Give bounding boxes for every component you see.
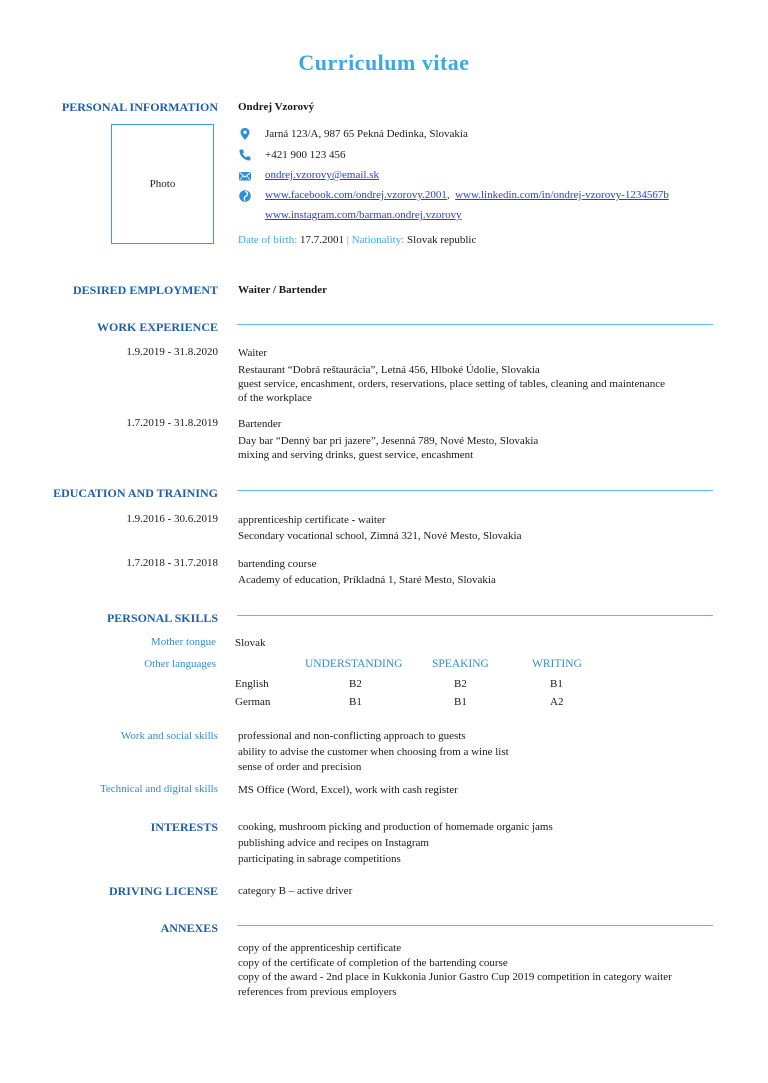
interest-line: participating in sabrage competitions (238, 853, 401, 865)
section-heading-driving-license: DRIVING LICENSE (108, 884, 218, 898)
language-name: English (235, 678, 269, 690)
other-languages-label: Other languages (144, 658, 216, 670)
section-heading-personal-skills: PERSONAL SKILLS (106, 611, 218, 625)
section-divider (237, 925, 713, 926)
web-icon (238, 189, 252, 203)
envelope-icon (238, 169, 252, 183)
education-title: bartending course (238, 558, 317, 570)
phone-icon (238, 148, 252, 162)
address: Jarná 123/A, 987 65 Pekná Dedinka, Slovakia (265, 128, 468, 140)
column-speaking: SPEAKING (432, 658, 489, 670)
work-dates: 1.9.2019 - 31.8.2020 (126, 346, 218, 358)
language-name: German (235, 696, 271, 708)
language-level: B1 (349, 696, 362, 708)
divider: | (346, 234, 349, 246)
facebook-link[interactable]: www.facebook.com/ondrej.vzorovy.2001 (265, 189, 447, 201)
language-level: B1 (550, 678, 563, 690)
linkedin-link[interactable]: www.linkedin.com/in/ondrej-vzorovy-1234567b (455, 189, 669, 201)
section-divider (237, 615, 713, 616)
link-separator: , (446, 189, 450, 201)
instagram-link[interactable]: www.instagram.com/barman.ondrej.vzorovy (265, 209, 462, 221)
nationality-label: Nationality: (351, 234, 405, 246)
education-title: apprenticeship certificate - waiter (238, 514, 386, 526)
email-link[interactable]: ondrej.vzorovy@email.sk (265, 169, 379, 181)
work-social-skills-label: Work and social skills (120, 730, 218, 742)
skill-line: sense of order and precision (238, 761, 362, 773)
work-duties: mixing and serving drinks, guest service, encashment (238, 449, 474, 461)
work-dates: 1.7.2019 - 31.8.2019 (126, 417, 218, 429)
education-dates: 1.9.2016 - 30.6.2019 (126, 513, 218, 525)
education-school: Secondary vocational school, Zimná 321, Nové Mesto, Slovakia (238, 530, 522, 542)
page-title: Curriculum vitae (298, 50, 470, 75)
dob-value: 17.7.2001 (300, 234, 345, 246)
social-links-row (265, 188, 669, 203)
nationality-value: Slovak republic (407, 234, 477, 246)
work-position: Waiter (238, 347, 268, 359)
technical-skills-value: MS Office (Word, Excel), work with cash register (238, 784, 458, 796)
work-employer: Restaurant “Dobrá reštaurácia”, Letná 456, Hlboké Údolie, Slovakia (238, 364, 540, 376)
section-heading-education: EDUCATION AND TRAINING (53, 486, 218, 500)
language-level: B1 (454, 696, 467, 708)
section-divider (237, 490, 713, 491)
phone-number: +421 900 123 456 (265, 149, 346, 161)
location-pin-icon (238, 127, 252, 141)
annex-line: copy of the award - 2nd place in Kukkonia Junior Gastro Cup 2019 competition in category waiter (238, 971, 672, 983)
section-heading-desired-employment: DESIRED EMPLOYMENT (72, 283, 218, 297)
dob-label: Date of birth: (238, 234, 298, 246)
education-dates: 1.7.2018 - 31.7.2018 (126, 557, 218, 569)
column-understanding: UNDERSTANDING (305, 658, 403, 670)
photo-label: Photo (149, 178, 176, 190)
section-heading-work-experience: WORK EXPERIENCE (96, 320, 218, 334)
full-name: Ondrej Vzorový (238, 101, 315, 113)
section-divider (237, 324, 713, 325)
education-school: Academy of education, Príkladná 1, Staré Mesto, Slovakia (238, 574, 496, 586)
section-heading-personal-information: PERSONAL INFORMATION (61, 100, 218, 114)
language-level: B2 (349, 678, 362, 690)
desired-position: Waiter / Bartender (238, 284, 327, 296)
skill-line: ability to advise the customer when choosing from a wine list (238, 746, 509, 758)
driving-license-value: category B – active driver (238, 885, 353, 897)
work-position: Bartender (238, 418, 282, 430)
work-duties: of the workplace (238, 392, 312, 404)
photo-placeholder (111, 124, 214, 244)
birth-nationality-row (238, 233, 476, 248)
interest-line: publishing advice and recipes on Instagram (238, 837, 429, 849)
interest-line: cooking, mushroom picking and production of homemade organic jams (238, 821, 553, 833)
work-employer: Day bar “Denný bar pri jazere”, Jesenná 789, Nové Mesto, Slovakia (238, 435, 539, 447)
annex-line: copy of the certificate of completion of the bartending course (238, 957, 508, 969)
work-duties: guest service, encashment, orders, reservations, place setting of tables, cleaning and maintenance (238, 378, 666, 390)
section-heading-annexes: ANNEXES (160, 921, 218, 935)
mother-tongue-label: Mother tongue (150, 636, 216, 648)
language-level: A2 (550, 696, 564, 708)
technical-skills-label: Technical and digital skills (99, 783, 218, 795)
annex-line: references from previous employers (238, 986, 397, 998)
annex-line: copy of the apprenticeship certificate (238, 942, 402, 954)
skill-line: professional and non-conflicting approach to guests (238, 730, 466, 742)
language-level: B2 (454, 678, 467, 690)
section-heading-interests: INTERESTS (150, 820, 218, 834)
mother-tongue-value: Slovak (235, 637, 266, 649)
column-writing: WRITING (532, 658, 582, 670)
